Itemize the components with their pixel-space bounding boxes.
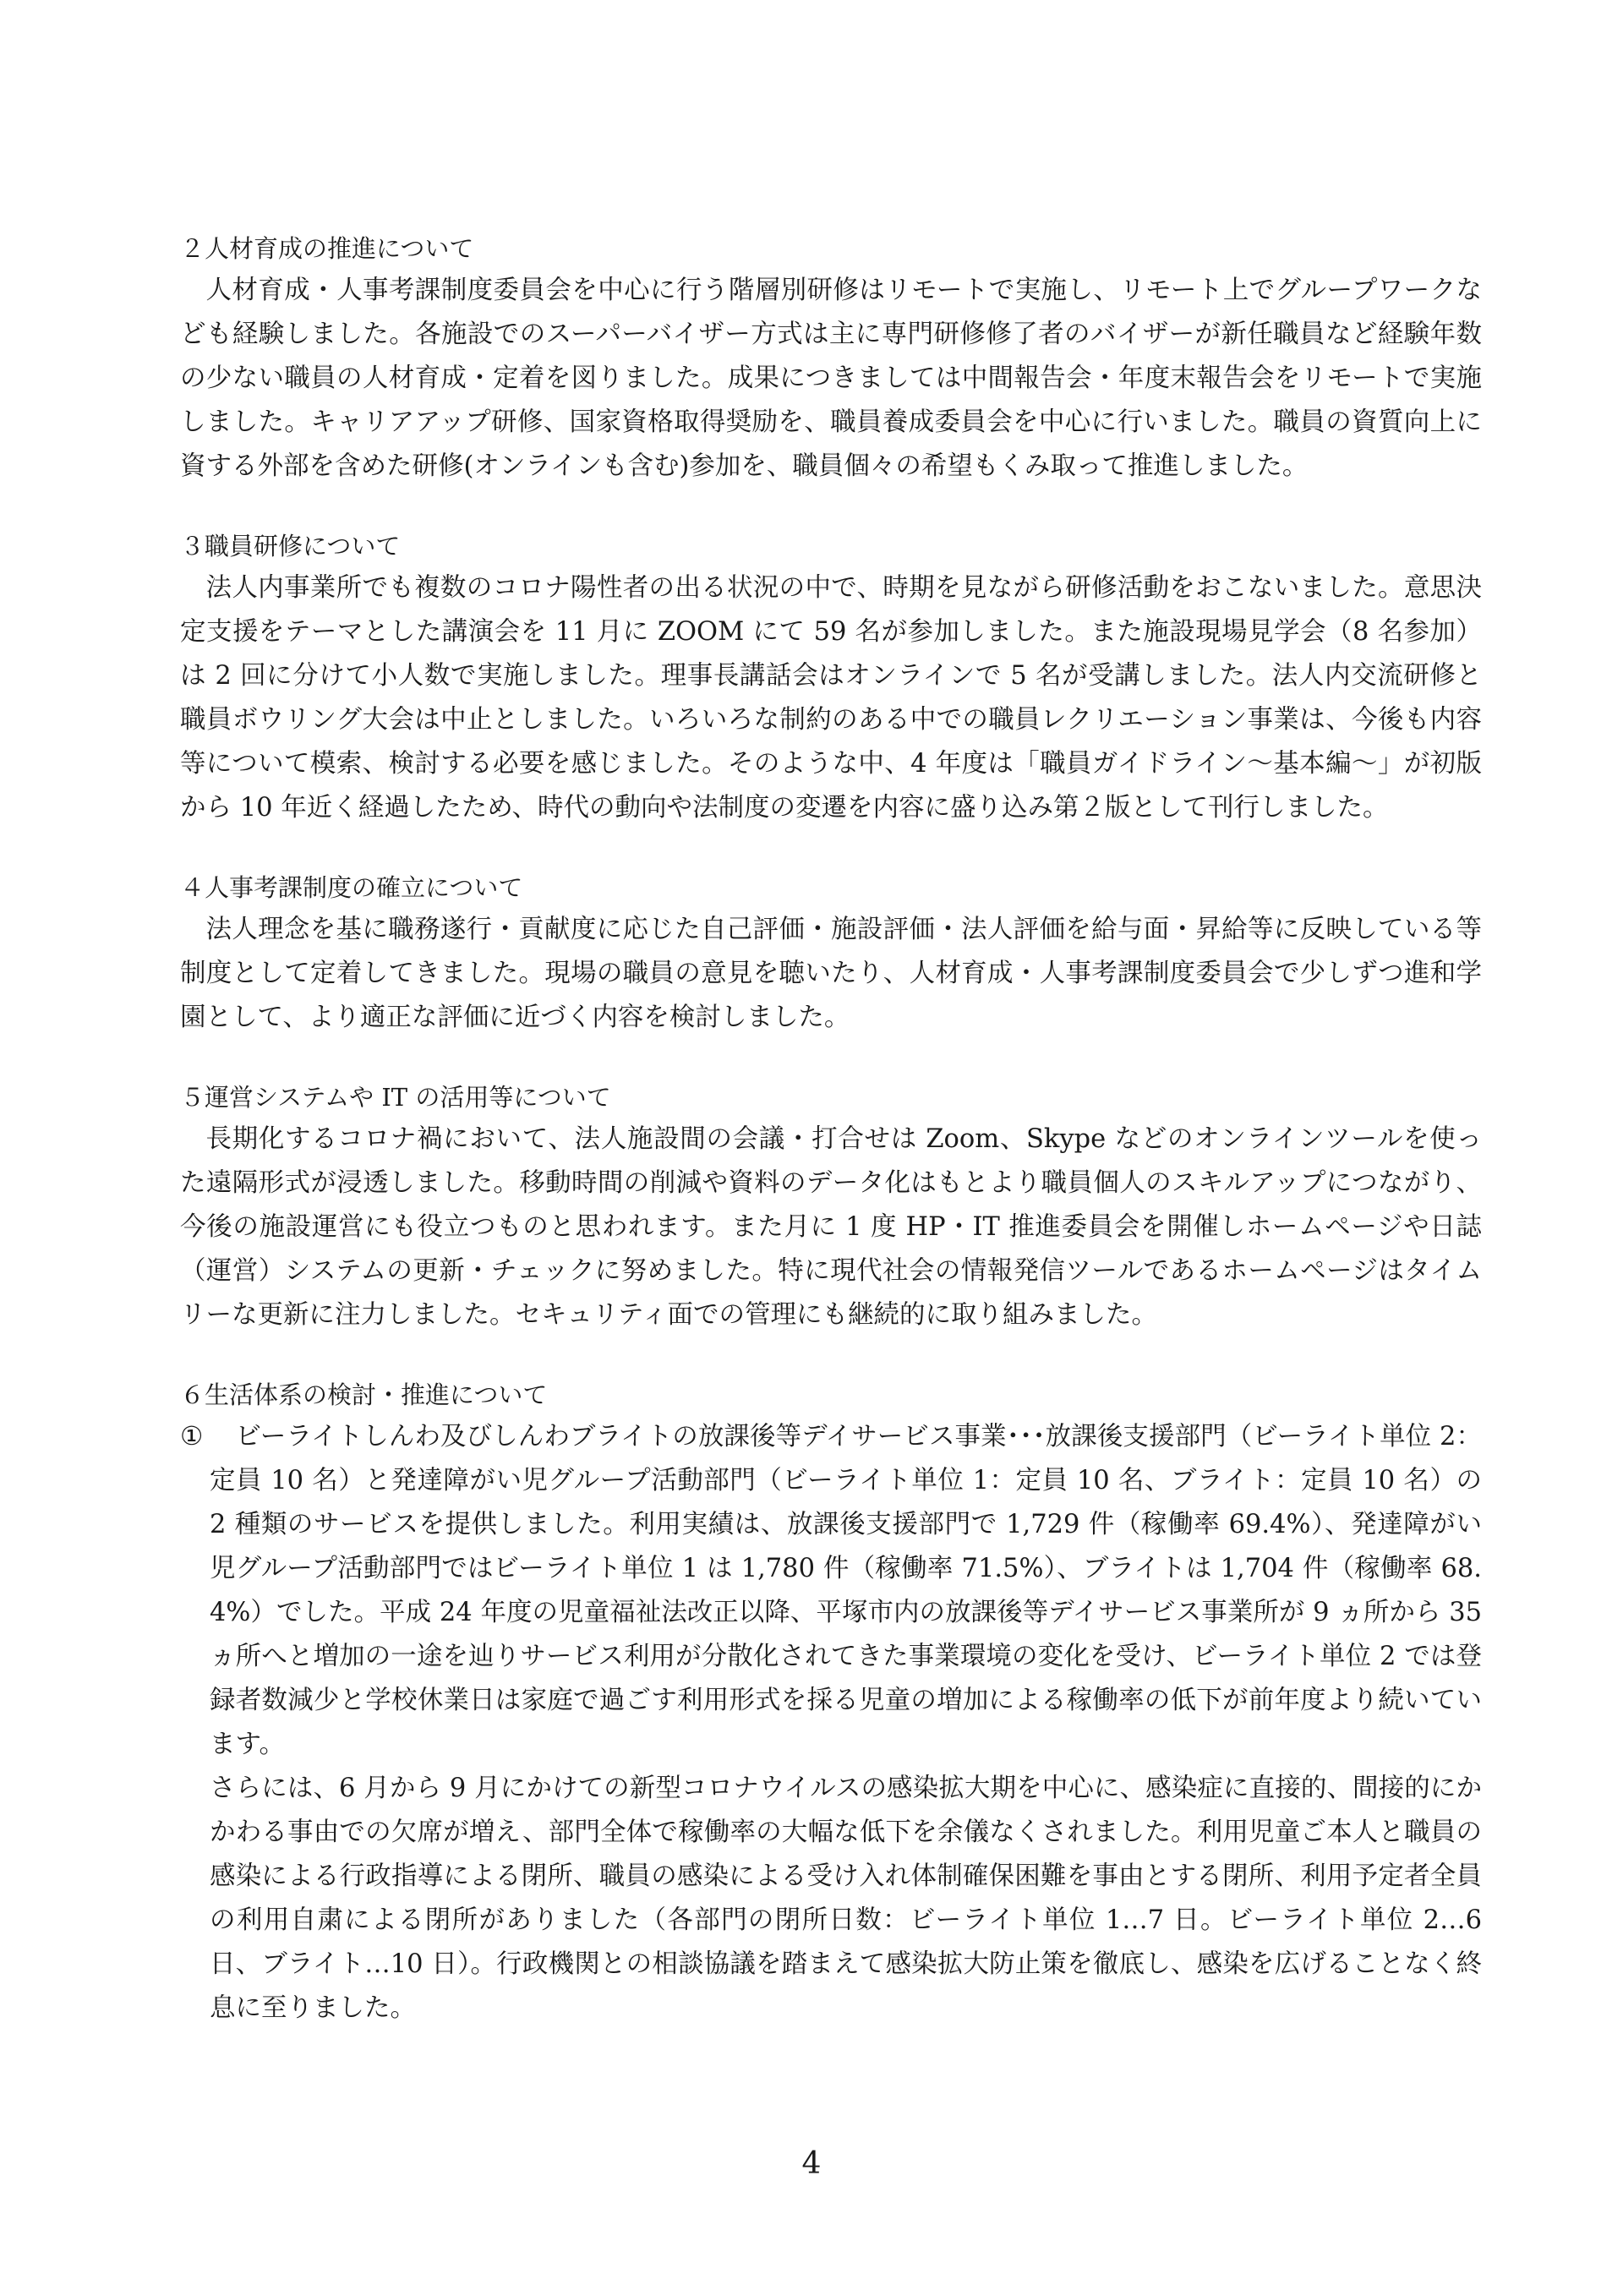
section-body: 法人内事業所でも複数のコロナ陽性者の出る状況の中で、時期を見ながら研修活動をおこないました。意思決定支援をテーマとした講演会を 11 月に ZOOM にて 59 名が参加しました。また施設現場見学会（8 名参加）は 2 回に分けて小人数で実施しました。理事長講話会はオンラインで 5 名が受講しました。法人内交流研修と職員ボウリング大会は中止としました。いろいろな制約のある中での職員レクリエーション事業は、今後も内容等について模索、検討する必要を感じました。そのような中、4 年度は「職員ガイドライン～基本編～」が初版から 10 年近く経過したため、時代の動向や法制度の変遷を内容に盛り込み第２版として刊行しました。 (180, 573, 1482, 823)
page-content (180, 228, 1482, 2068)
item-paragraph-continued: さらには、6 月から 9 月にかけての新型コロナウイルスの感染拡大期を中心に、感染症に直接的、間接的にかかわる事由での欠席が増え、部門全体で稼働率の大幅な低下を余儀なくされました。利用児童ご本人と職員の感染による行政指導による閉所、職員の感染による受け入れ体制確保困難を事由とする閉所、利用予定者全員の利用自粛による閉所がありました（各部門の閉所日数：ビーライト単位 1…7 日。ビーライト単位 2…6 日、ブライト…10 日）。行政機関との相談協議を踏まえて感染拡大防止策を徹底し、感染を広げることなく終息に至りました。 (210, 1774, 1482, 2023)
item-number: ① (180, 1422, 204, 1451)
section-body: 人材育成・人事考課制度委員会を中心に行う階層別研修はリモートで実施し、リモート上でグループワークなども経験しました。各施設でのスーパーバイザー方式は主に専門研修修了者のバイザーが新任職員など経験年数の少ない職員の人材育成・定着を図りました。成果につきましては中間報告会・年度末報告会をリモートで実施しました。キャリアアップ研修、国家資格取得奨励を、職員養成委員会を中心に行いました。職員の資質向上に資する外部を含めた研修(オンラインも含む)参加を、職員個々の希望もくみ取って推進しました。 (180, 276, 1482, 481)
section-title: ６生活体系の検討・推進について (180, 1380, 548, 1409)
section-title: ５運営システムや IT の活用等について (180, 1083, 611, 1112)
section-operation-it (180, 1077, 1482, 1337)
section-title: ３職員研修について (180, 532, 401, 560)
page-number: 4 (801, 2146, 822, 2181)
section-title: ２人材育成の推進について (180, 234, 474, 263)
section-staff-training (180, 526, 1482, 830)
section-hr-development (180, 228, 1482, 489)
section-body: 長期化するコロナ禍において、法人施設間の会議・打合せは Zoom、Skype などのオンラインツールを使った遠隔形式が浸透しました。移動時間の削減や資料のデータ化はもとより職員個人のスキルアップにつながり、今後の施設運営にも役立つものと思われます。また月に 1 度 HP・IT 推進委員会を開催しホームページや日誌（運営）システムの更新・チェックに努めました。特に現代社会の情報発信ツールであるホームページはタイムリーな更新に注力しました。セキュリティ面での管理にも継続的に取り組みました。 (180, 1124, 1482, 1330)
section-personnel-evaluation (180, 867, 1482, 1040)
item-paragraph: ビーライトしんわ及びしんわブライトの放課後等デイサービス事業･･･放課後支援部門（ビーライト単位 2：定員 10 名）と発達障がい児グループ活動部門（ビーライト単位 1：定員 10 名、ブライト：定員 10 名）の 2 種類のサービスを提供しました。利用実績は、放課後支援部門で 1,729 件（稼働率 69.4%）、発達障がい児グループ活動部門ではビーライト単位 1 は 1,780 件（稼働率 71.5%）、ブライトは 1,704 件（稼働率 68.4%）でした。平成 24 年度の児童福祉法改正以降、平塚市内の放課後等デイサービス事業所が 9 ヵ所から 35 ヵ所へと増加の一途を辿りサービス利用が分散化されてきた事業環境の変化を受け、ビーライト単位 2 では登録者数減少と学校休業日は家庭で過ごす利用形式を採る児童の増加による稼働率の低下が前年度より続いています。 (210, 1422, 1482, 1759)
section-living-system (180, 1375, 1482, 2031)
section-body: 法人理念を基に職務遂行・貢献度に応じた自己評価・施設評価・法人評価を給与面・昇給等に反映している等制度として定着してきました。現場の職員の意見を聴いたり、人材育成・人事考課制度委員会で少しずつ進和学園として、より適正な評価に近づく内容を検討しました。 (180, 915, 1482, 1032)
section-title: ４人事考課制度の確立について (180, 873, 523, 902)
list-item (180, 1415, 1482, 2031)
